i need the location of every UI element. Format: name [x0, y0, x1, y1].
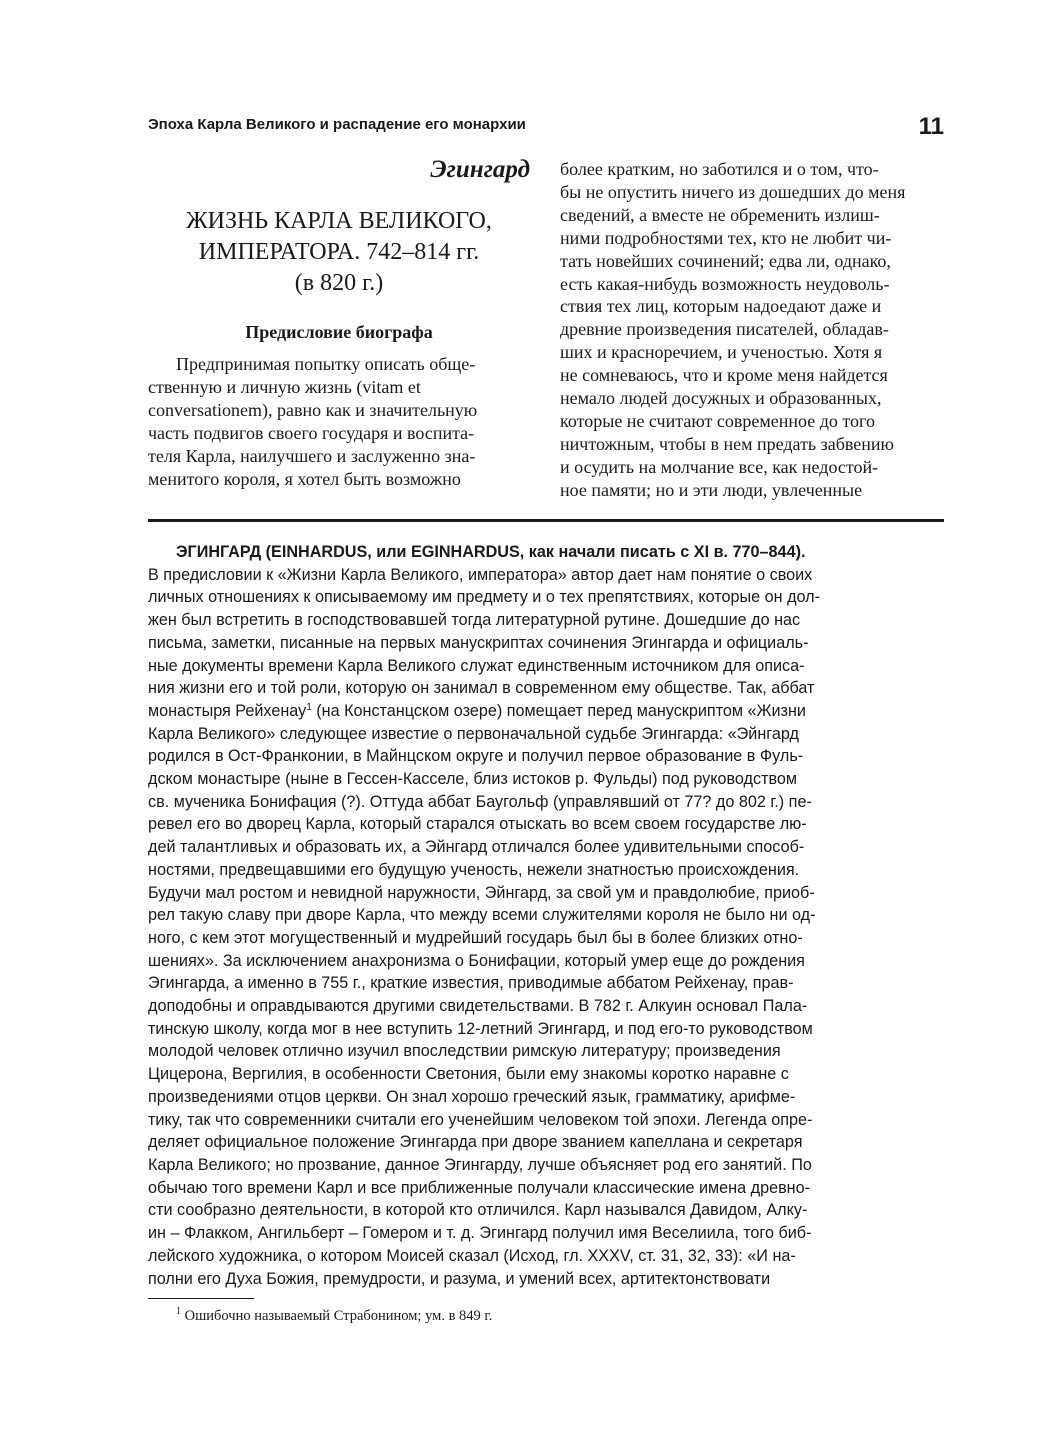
- text-line: деляет официальное положение Эгингарда при дворе званием капеллана и секретаря: [148, 1133, 803, 1152]
- text-line: жен был встретить в господствовавшей тогда литературной рутине. Дошедшие до нас: [148, 611, 801, 630]
- preface-text-left: [148, 353, 530, 490]
- text-line: теля Карла, наилучшего и заслуженно зна-: [148, 445, 476, 466]
- text-line: В предисловии к «Жизни Карла Великого, императора» автор дает нам понятие о своих: [148, 565, 813, 584]
- text-line: Карла Великого; но прозвание, данное Эгингарду, лучше объясняет род его занятий. По: [148, 1155, 812, 1174]
- text-line: доподобны и оправдываются другими свидетельствами. В 782 г. Алкуин основал Пала-: [148, 997, 808, 1016]
- footnote: [176, 1308, 492, 1325]
- commentary-lead: ЭГИНГАРД (EINHARDUS, или EGINHARDUS, как начали писать с XI в. 770–844).: [176, 543, 806, 561]
- section-subheading: Предисловие биографа: [245, 322, 433, 342]
- text-line: дском монастыре (ныне в Гессен-Касселе, близ истоков р. Фульды) под руководством: [148, 770, 798, 789]
- page-number: 11: [918, 113, 944, 140]
- text-line: есть какая-нибудь возможность неудоволь-: [560, 273, 890, 294]
- text-line: ния жизни его и той роли, которую он занимал в современном ему обществе. Так, аббат: [148, 679, 815, 698]
- commentary-block: [148, 541, 944, 1290]
- text-line: тику, так что современники считали его ученейшим человеком той эпохи. Легенда опре-: [148, 1110, 813, 1129]
- text-line: ревел его во дворец Карла, который старался отыскать во всем своем государстве лю-: [148, 815, 807, 834]
- left-column: [148, 156, 530, 490]
- footnote-marker: 1: [176, 1306, 181, 1317]
- text-line: conversationem), равно как и значительную: [148, 399, 478, 420]
- text-line: ин – Флакком, Ангильберт – Гомером и т. д. Эгингард получил имя Веселиила, того биб-: [148, 1224, 812, 1243]
- text-line: св. мученика Бонифация (?). Оттуда аббат Баугольф (управлявший от 77? до 802 г.) пе-: [148, 792, 812, 811]
- text-line: не сомневаюсь, что и кроме меня найдется: [560, 365, 888, 386]
- footnote-divider: [148, 1298, 254, 1299]
- running-header: Эпоха Карла Великого и распадение его монархии: [148, 116, 526, 133]
- text-line: молодой человек отлично изучил впоследствии римскую литературу; произведения: [148, 1042, 781, 1061]
- text-line: Эгингарда, а именно в 755 г., краткие известия, приводимые аббатом Рейхенау, прав-: [148, 974, 794, 993]
- text-line: Карла Великого» следующее известие о первоначальной судьбе Эгингарда: «Эйнгард: [148, 724, 799, 743]
- text-line: и осудить на молчание все, как недостой-: [560, 456, 879, 477]
- text-line: Цицерона, Вергилия, в особенности Светония, были ему знакомы коротко наравне с: [148, 1065, 789, 1084]
- text-line: немало людей досужных и образованных,: [560, 388, 882, 409]
- title-line: ИМПЕРАТОРА. 742–814 гг.: [198, 239, 480, 265]
- text-line: ними подробностями тех, кто не любит чи-: [560, 227, 892, 248]
- text-line: обычаю того времени Карл и все приближенные получали классические имена древно-: [148, 1178, 811, 1197]
- text-line: полни его Духа Божия, премудрости, и разума, и умений всех, артитектонствовати: [148, 1269, 771, 1288]
- text-line: тинскую школу, когда мог в нее вступить 12-летний Эгингард, и под его-то руководством: [148, 1019, 813, 1038]
- author-name: Эгингард: [430, 156, 530, 183]
- text-line: бы не опустить ничего из дошедших до меня: [560, 181, 906, 202]
- text-fragment: (на Констанцском озере) помещает перед манускриптом «Жизни: [311, 701, 806, 720]
- title-line: (в 820 г.): [294, 270, 384, 296]
- footnote-text: Ошибочно называемый Страбонином; ум. в 849 г.: [181, 1308, 493, 1324]
- text-line: ное памяти; но и эти люди, увлеченные: [560, 479, 863, 500]
- text-line: ностями, предвещавшими его будущую ученость, нежели знатностью происхождения.: [148, 860, 800, 879]
- text-line: родился в Ост-Франконии, в Майнцском округе и получил первое образование в Фуль-: [148, 747, 804, 766]
- text-line: произведениями отцов церкви. Он знал хорошо греческий язык, грамматику, арифме-: [148, 1087, 796, 1106]
- text-line: ствия тех лиц, которым надоедают даже и: [560, 296, 882, 317]
- text-line: ного, с кем этот могущественный и мудрейший государь был бы в более близких отно-: [148, 928, 803, 947]
- text-line: часть подвигов своего государя и воспита-: [148, 422, 475, 443]
- text-line: рел такую славу при дворе Карла, что между всеми служителями короля не было ни од-: [148, 906, 816, 925]
- text-line: дей талантливых и образовать их, а Эйнгард отличался более удивительными способ-: [148, 838, 805, 857]
- text-fragment: монастыря Рейхенау: [148, 701, 307, 720]
- text-line: личных отношениях к описываемому им предмету и о тех препятствиях, которые он дол-: [148, 588, 821, 607]
- text-line: Предпринимая попытку описать обще-: [176, 354, 476, 374]
- text-line: менитого короля, я хотел быть возможно: [148, 468, 461, 489]
- text-line: ственную и личную жизнь (vitam et: [148, 376, 421, 397]
- text-line: Будучи мал ростом и невидной наружности, Эйнгард, за свой ум и правдолюбие, приоб-: [148, 883, 815, 902]
- section-divider: [148, 519, 944, 522]
- text-line: ших и красноречием, и ученостью. Хотя я: [560, 342, 883, 363]
- text-line: сти сообразно деятельности, в которой кто отличился. Карл назывался Давидом, Алку-: [148, 1201, 808, 1220]
- footnote-reference[interactable]: 1: [306, 701, 312, 713]
- text-line: лейского художника, о котором Моисей сказал (Исход, гл. XXXV, ст. 31, 32, 33): «И на-: [148, 1246, 796, 1265]
- text-line: [148, 700, 944, 723]
- text-line: более кратким, но заботился и о том, что-: [560, 159, 879, 179]
- text-line: которые не считают современное до того: [560, 410, 875, 431]
- text-line: тать новейших сочинений; едва ли, однако,: [560, 250, 891, 271]
- text-line: ные документы времени Карла Великого служат единственным источником для описа-: [148, 656, 805, 675]
- text-line: древние произведения писателей, обладав-: [560, 319, 889, 340]
- text-line: ничтожным, чтобы в нем предать забвению: [560, 433, 894, 454]
- work-title: [148, 206, 530, 299]
- preface-text-right: [560, 158, 944, 502]
- text-line: письма, заметки, писанные на первых манускриптах сочинения Эгингарда и официаль-: [148, 633, 809, 652]
- title-line: ЖИЗНЬ КАРЛА ВЕЛИКОГО,: [186, 208, 492, 234]
- text-line: сведений, а вместе не обременить излиш-: [560, 204, 880, 225]
- right-column: [560, 158, 944, 502]
- text-line: шениях». За исключением анахронизма о Бонифации, который умер еще до рождения: [148, 951, 805, 970]
